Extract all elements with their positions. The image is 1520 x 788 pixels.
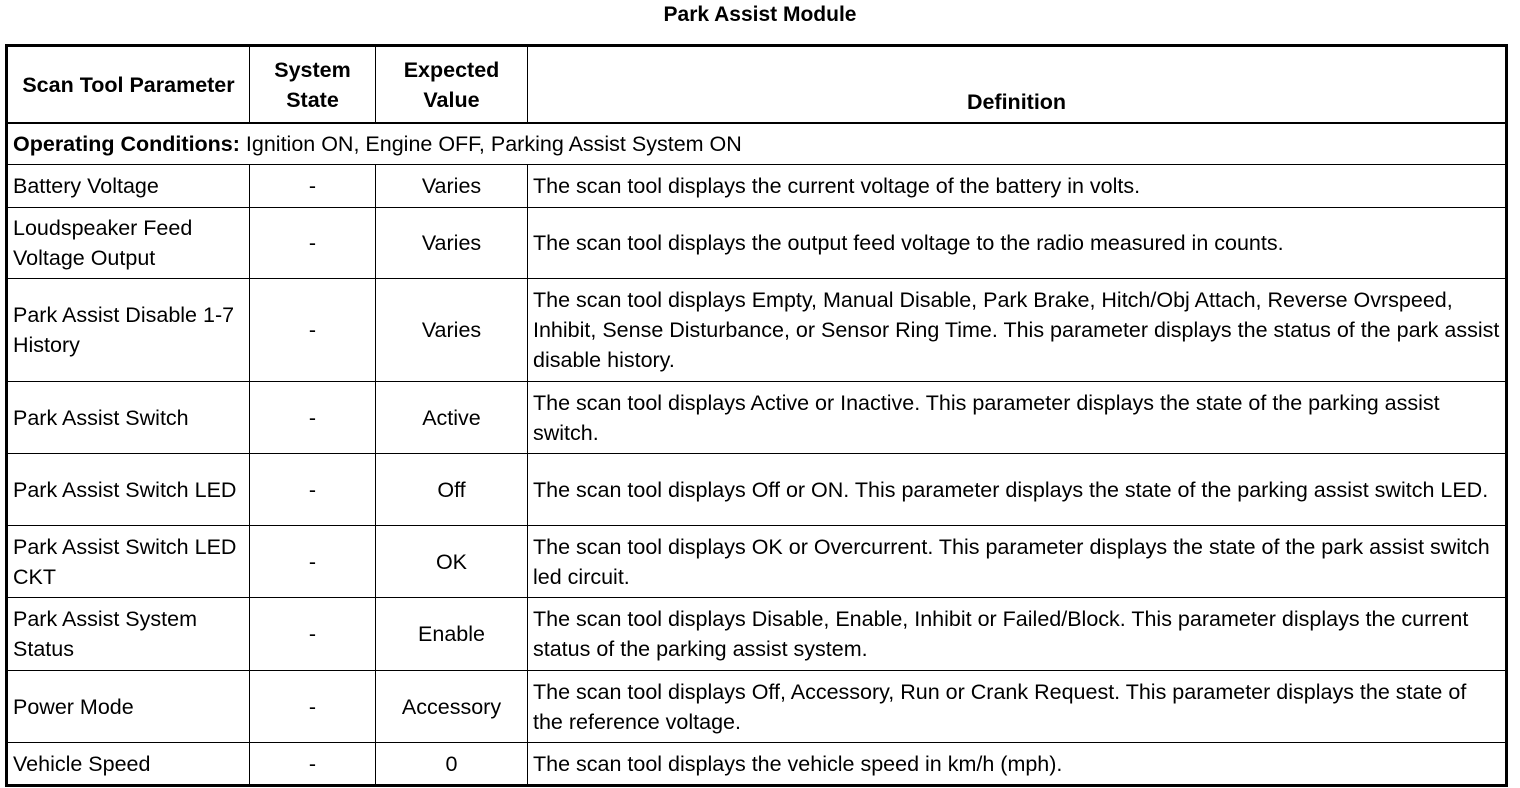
page-title: Park Assist Module	[663, 3, 857, 26]
parameter-cell: Battery Voltage	[7, 165, 250, 208]
parameter-table	[5, 44, 1508, 787]
table-row	[7, 279, 1507, 382]
definition-cell: The scan tool displays Empty, Manual Disable, Park Brake, Hitch/Obj Attach, Reverse Ovrspeed, Inhibit, Sense Disturbance, or Sensor Ring Time. This parameter displays the status of the park assist disable history.	[528, 279, 1507, 382]
system-state-cell: -	[250, 743, 376, 786]
system-state-cell: -	[250, 165, 376, 208]
system-state-cell: -	[250, 454, 376, 526]
expected-value-cell: Accessory	[376, 671, 528, 743]
expected-value-cell: Active	[376, 382, 528, 454]
operating-conditions-cell	[7, 123, 1507, 165]
system-state-cell: -	[250, 208, 376, 279]
expected-value-cell: OK	[376, 526, 528, 598]
parameter-cell: Loudspeaker Feed Voltage Output	[7, 208, 250, 279]
header-expected-value: Expected Value	[376, 46, 528, 124]
expected-value-cell: Varies	[376, 208, 528, 279]
table-row	[7, 598, 1507, 671]
expected-value-cell: Varies	[376, 279, 528, 382]
table-row	[7, 165, 1507, 208]
definition-cell: The scan tool displays Off or ON. This parameter displays the state of the parking assist switch LED.	[528, 454, 1507, 526]
header-scan-tool-parameter: Scan Tool Parameter	[7, 46, 250, 124]
header-definition: Definition	[528, 46, 1507, 124]
parameter-cell: Park Assist System Status	[7, 598, 250, 671]
definition-cell: The scan tool displays the vehicle speed in km/h (mph).	[528, 743, 1507, 786]
expected-value-cell: 0	[376, 743, 528, 786]
system-state-cell: -	[250, 671, 376, 743]
table-row	[7, 454, 1507, 526]
definition-cell: The scan tool displays the current voltage of the battery in volts.	[528, 165, 1507, 208]
table-row	[7, 382, 1507, 454]
header-system-state: System State	[250, 46, 376, 124]
table-body	[7, 123, 1507, 786]
expected-value-cell: Enable	[376, 598, 528, 671]
parameter-cell: Power Mode	[7, 671, 250, 743]
system-state-cell: -	[250, 526, 376, 598]
system-state-cell: -	[250, 598, 376, 671]
expected-value-cell: Off	[376, 454, 528, 526]
definition-cell: The scan tool displays Active or Inactive. This parameter displays the state of the parking assist switch.	[528, 382, 1507, 454]
header-row	[7, 46, 1507, 124]
definition-cell: The scan tool displays the output feed voltage to the radio measured in counts.	[528, 208, 1507, 279]
definition-cell: The scan tool displays Off, Accessory, Run or Crank Request. This parameter displays the state of the reference voltage.	[528, 671, 1507, 743]
operating-conditions-row	[7, 123, 1507, 165]
table-header	[7, 46, 1507, 124]
operating-conditions-text: Ignition ON, Engine OFF, Parking Assist System ON	[239, 132, 742, 156]
table-row	[7, 208, 1507, 279]
expected-value-cell: Varies	[376, 165, 528, 208]
parameter-cell: Park Assist Switch	[7, 382, 250, 454]
table-row	[7, 526, 1507, 598]
definition-cell: The scan tool displays Disable, Enable, Inhibit or Failed/Block. This parameter displays the current status of the parking assist system.	[528, 598, 1507, 671]
system-state-cell: -	[250, 279, 376, 382]
parameter-cell: Park Assist Disable 1-7 History	[7, 279, 250, 382]
table-row	[7, 671, 1507, 743]
parameter-cell: Vehicle Speed	[7, 743, 250, 786]
operating-conditions-label: Operating Conditions:	[13, 132, 240, 156]
parameter-cell: Park Assist Switch LED	[7, 454, 250, 526]
table-row	[7, 743, 1507, 786]
parameter-cell: Park Assist Switch LED CKT	[7, 526, 250, 598]
definition-cell: The scan tool displays OK or Overcurrent. This parameter displays the state of the park assist switch led circuit.	[528, 526, 1507, 598]
system-state-cell: -	[250, 382, 376, 454]
